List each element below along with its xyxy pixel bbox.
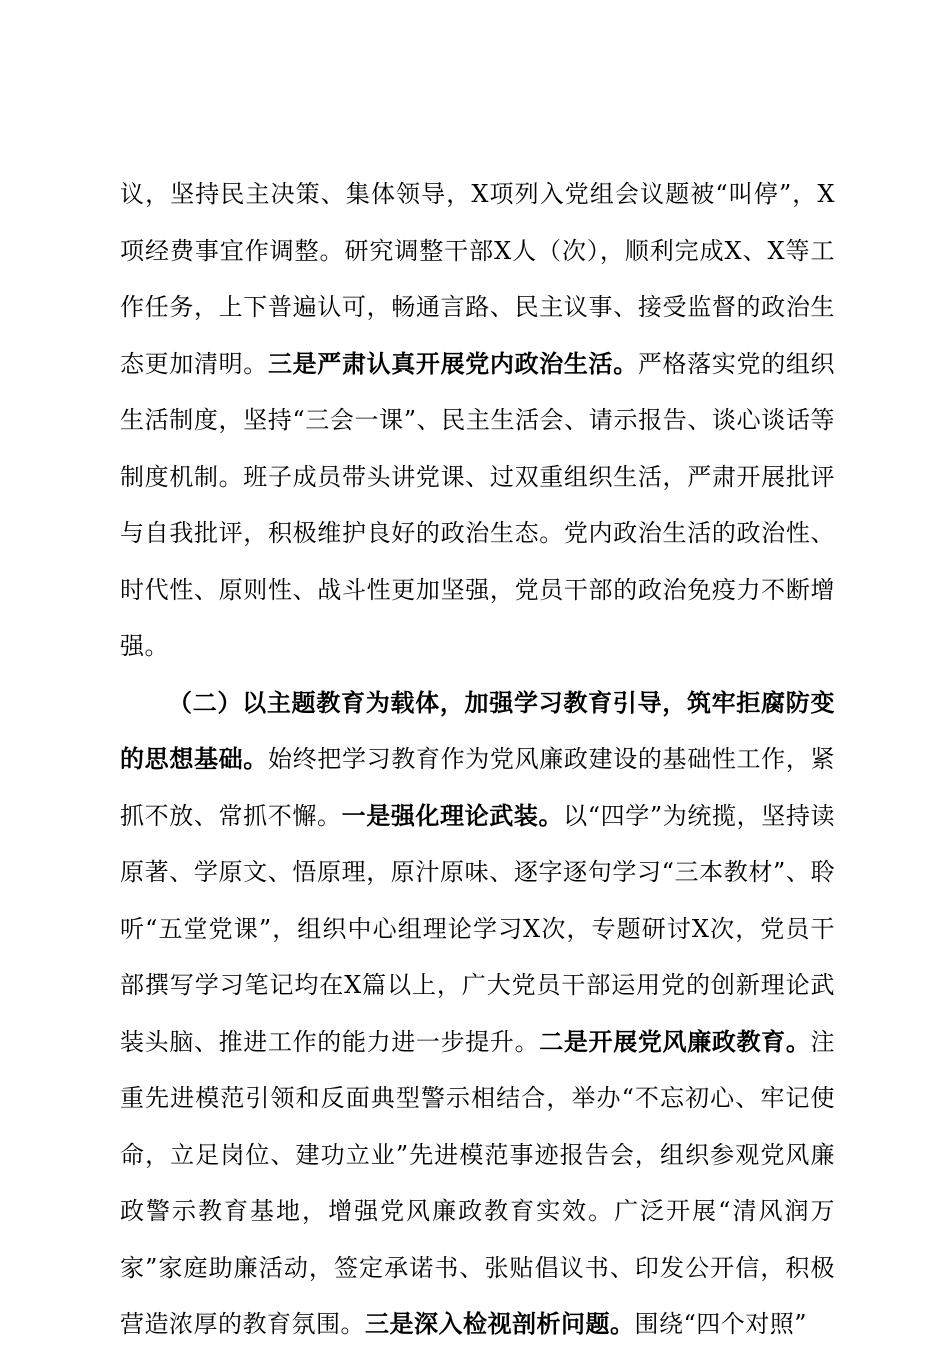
paragraph-1 (120, 166, 835, 675)
paragraph-2-heading-3: 三是深入检视剖析问题。 (365, 1310, 635, 1338)
paragraph-1-heading-3: 三是严肃认真开展党内政治生活。 (267, 349, 638, 378)
paragraph-2-text-3: 注重先进模范引领和反面典型警示相结合，举办“不忘初心、牢记使命，立足岗位、建功立业”先进模范事迹报告会，组织参观党风廉政警示教育基地，增强党风廉政教育实效。广泛开展“清风润万家”家庭助廉活动，签定承诺书、张贴倡议书、印发公开信，积极营造浓厚的教育氛围。 (120, 1027, 836, 1338)
paragraph-1-text-2: 严格落实党的组织生活制度，坚持“三会一课”、民主生活会、请示报告、谈心谈话等制度机制。班子成员带头讲党课、过双重组织生活，严肃开展批评与自我批评，积极维护良好的政治生态。党内政治生活的政治性、时代性、原则性、战斗性更加坚强，党员干部的政治免疫力不断增强。 (120, 349, 836, 660)
paragraph-2-heading-1: 一是强化理论武装。 (341, 801, 564, 830)
paragraph-2-text-4: 围绕“四个对照” (634, 1310, 808, 1338)
paragraph-2-text-1: 始终把学习教育作为党风廉政建设的基础性工作，紧抓不放、常抓不懈。 (120, 745, 836, 830)
paragraph-2 (120, 675, 835, 1353)
document-body (120, 166, 835, 1353)
paragraph-2-heading-2: 二是开展党风廉政教育。 (539, 1027, 811, 1056)
paragraph-2-text-2: 以“四学”为统揽，坚持读原著、学原文、悟原理，原汁原味、逐字逐句学习“三本教材”、聆听“五堂党课”，组织中心组理论学习X次，专题研讨X次，党员干部撰写学习笔记均在X篇以上，广大党员干部运用党的创新理论武装头脑、推进工作的能力进一步提升。 (120, 801, 836, 1056)
paragraph-1-text-1: 议，坚持民主决策、集体领导，X项列入党组会议题被“叫停”，X项经费事宜作调整。研究调整干部X人（次），顺利完成X、X等工作任务，上下普遍认可，畅通言路、民主议事、接受监督的政治生态更加清明。 (120, 180, 835, 378)
section-heading-2: （二）以主题教育为载体，加强学习教育引导，筑牢拒腐防变的思想基础。 (120, 688, 835, 773)
